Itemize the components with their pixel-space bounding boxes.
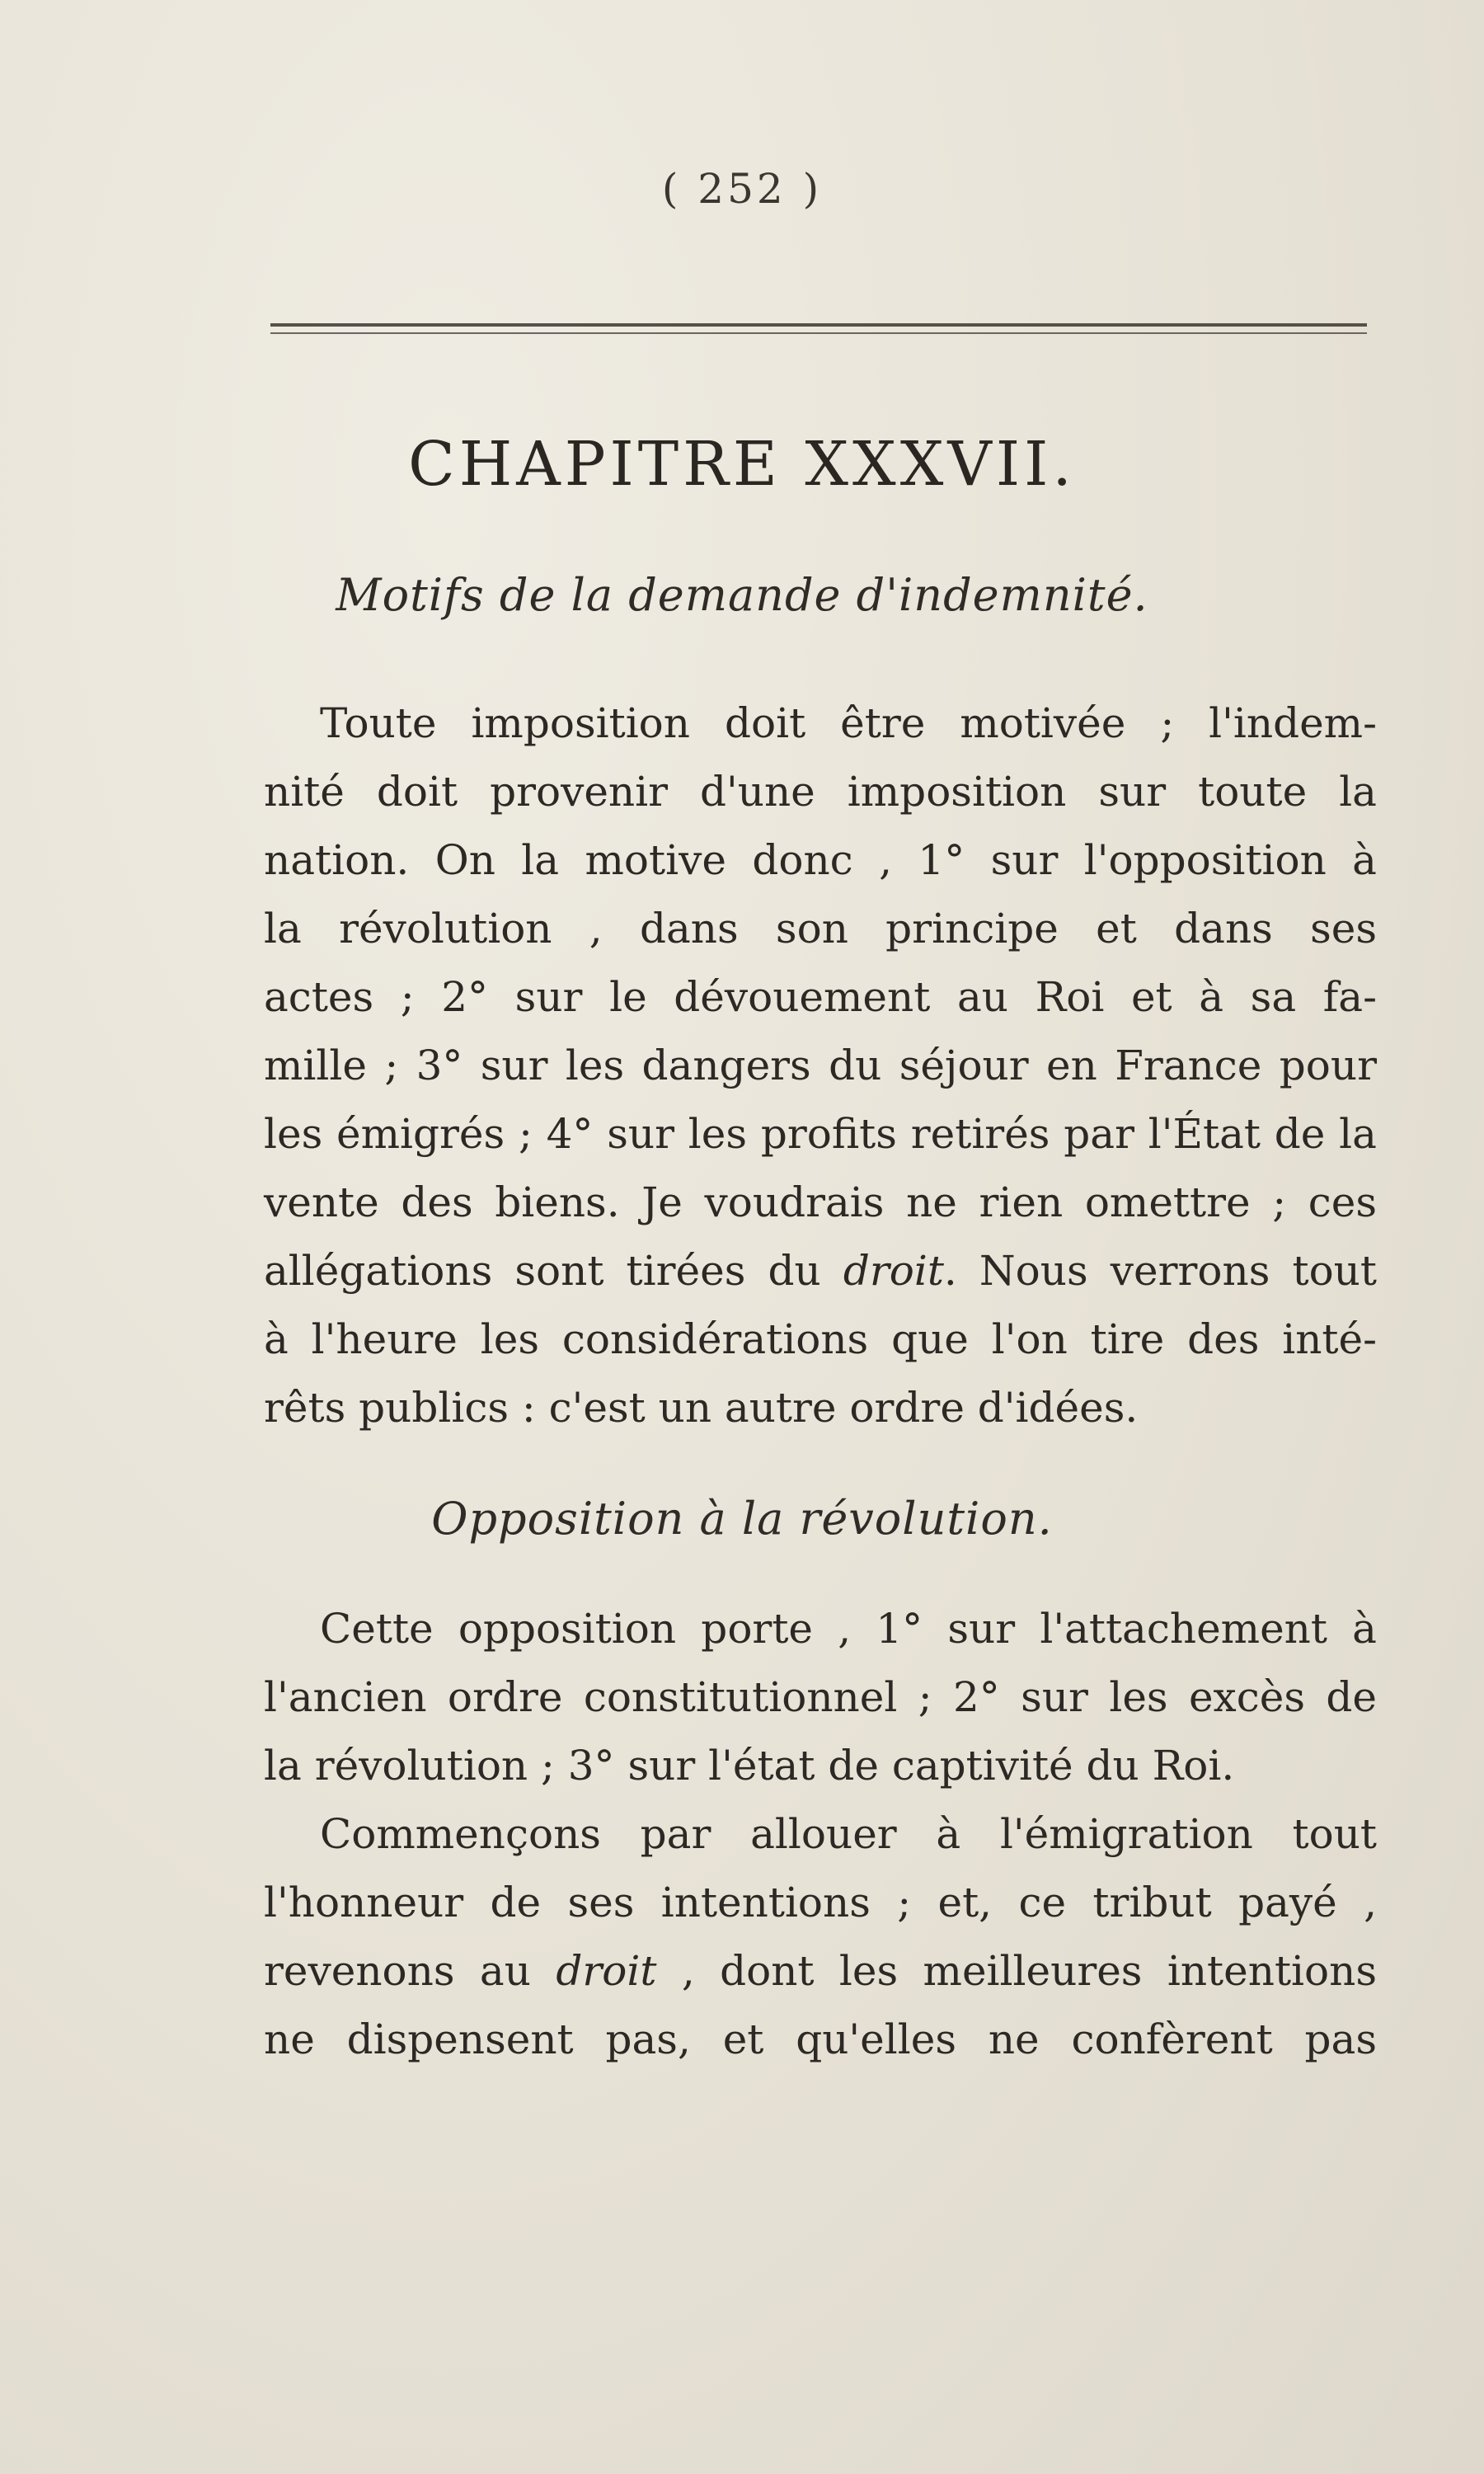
paragraph-line: actes ; 2° sur le dévouement au Roi et à sa fa- — [264, 973, 1377, 1021]
paragraph-line: nité doit provenir d'une imposition sur toute la — [264, 768, 1377, 816]
paragraph-line: à l'heure les considérations que l'on tire des inté- — [264, 1315, 1377, 1363]
paragraph-line: l'ancien ordre constitutionnel ; 2° sur les excès de — [264, 1673, 1377, 1721]
paragraph-line: Cette opposition porte , 1° sur l'attachement à — [320, 1605, 1377, 1653]
paragraph-line: vente des biens. Je voudrais ne rien omettre ; ces — [264, 1178, 1377, 1226]
paragraph-line: nation. On la motive donc , 1° sur l'opposition à — [264, 836, 1377, 884]
header-rule-thick — [270, 323, 1367, 327]
paragraph-line: la révolution , dans son principe et dans ses — [264, 905, 1377, 952]
paragraph-line: allégations sont tirées du droit. Nous verrons tout — [264, 1247, 1377, 1295]
paragraph-line: ne dispensent pas, et qu'elles ne confèrent pas — [264, 2015, 1377, 2063]
paragraph-line: revenons au droit , dont les meilleures intentions — [264, 1947, 1377, 1995]
paragraph-line: Commençons par allouer à l'émigration tout — [320, 1810, 1377, 1858]
header-rule-thin — [270, 332, 1367, 334]
page-number: ( 252 ) — [661, 165, 823, 213]
paragraph-line: mille ; 3° sur les dangers du séjour en France pour — [264, 1042, 1377, 1089]
paragraph-line: les émigrés ; 4° sur les profits retirés par l'État de la — [264, 1110, 1377, 1158]
paragraph-line: la révolution ; 3° sur l'état de captivité du Roi. — [264, 1742, 1235, 1790]
section-title-motifs: Motifs de la demande d'indemnité. — [336, 569, 1148, 621]
paragraph-line: rêts publics : c'est un autre ordre d'idées. — [264, 1384, 1139, 1432]
paragraph-line: l'honneur de ses intentions ; et, ce tribut payé , — [264, 1879, 1377, 1926]
paragraph-line: Toute imposition doit être motivée ; l'indem- — [320, 699, 1377, 747]
section-title-opposition: Opposition à la révolution. — [431, 1493, 1053, 1545]
chapter-title: CHAPITRE XXXVII. — [408, 429, 1076, 500]
